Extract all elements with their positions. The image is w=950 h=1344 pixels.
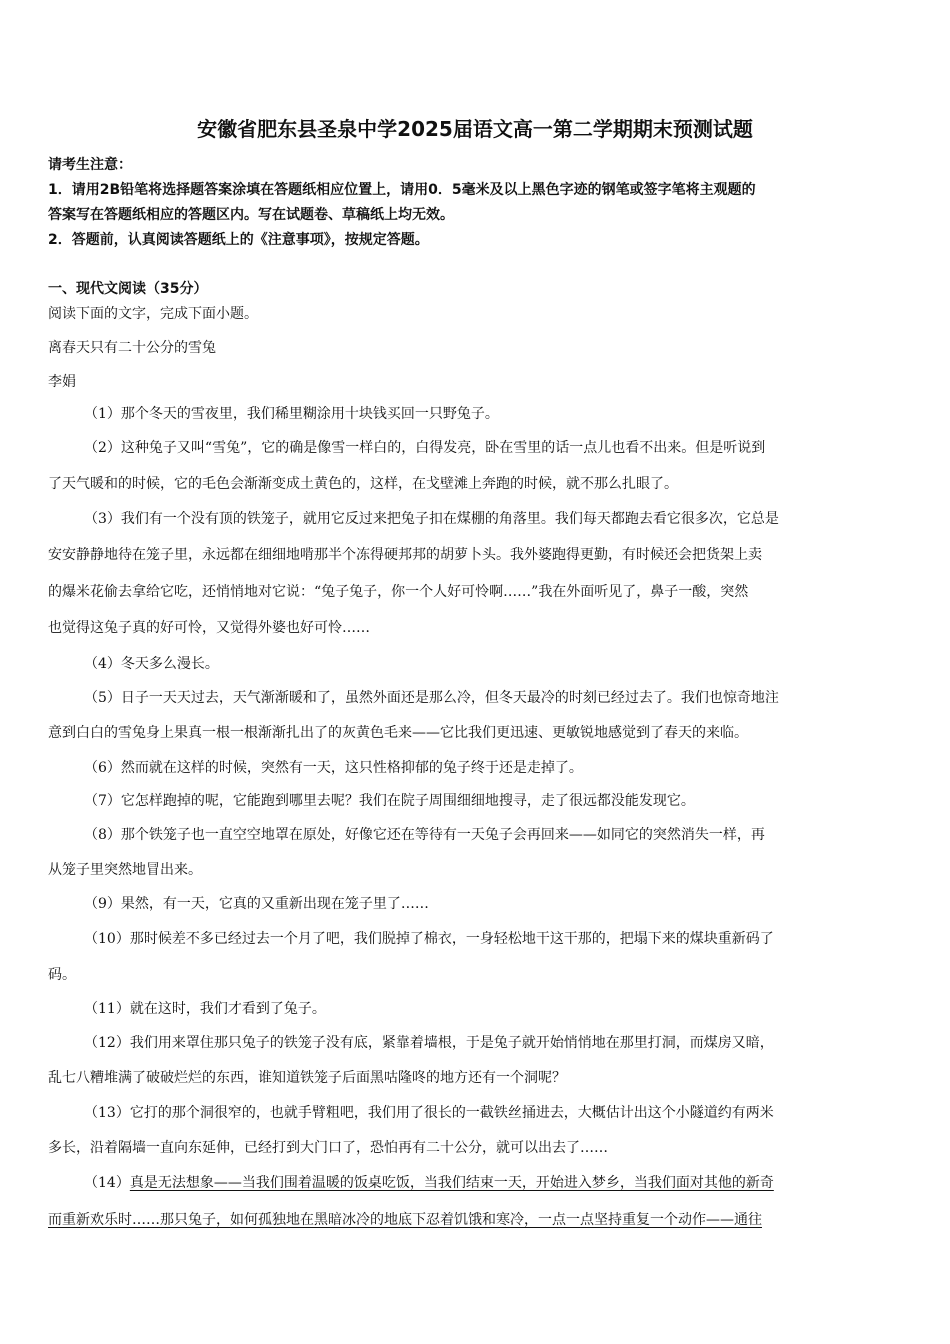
notice-line: 1．请用2B铅笔将选择题答案涂填在答题纸相应位置上，请用0．5毫米及以上黑色字迹的钢笔或签字笔将主观题的 [48, 182, 756, 198]
instruction-text: 阅读下面的文字，完成下面小题。 [48, 306, 258, 322]
paragraph-line: 的爆米花偷去拿给它吃，还悄悄地对它说：“兔子兔子，你一个人好可怜啊……”我在外面听见了，鼻子一酸，突然 [48, 584, 749, 600]
paragraph-line [84, 1172, 774, 1192]
notice-heading: 请考生注意： [48, 157, 132, 173]
paragraph-line: （6）然而就在这样的时候，突然有一天，这只性格抑郁的兔子终于还是走掉了。 [84, 760, 583, 776]
notice-line: 答案写在答题纸相应的答题区内。写在试题卷、草稿纸上均无效。 [48, 207, 454, 223]
paragraph-line: （8）那个铁笼子也一直空空地罩在原处，好像它还在等待有一天兔子会再回来——如同它的突然消失一样，再 [84, 827, 765, 843]
notice-line: 2．答题前，认真阅读答题纸上的《注意事项》，按规定答题。 [48, 232, 429, 248]
paragraph-line: 意到白白的雪兔身上果真一根一根渐渐扎出了的灰黄色毛来——它比我们更迅速、更敏锐地感觉到了春天的来临。 [48, 725, 748, 741]
paragraph-line: （11）就在这时，我们才看到了兔子。 [84, 1001, 326, 1017]
paragraph-number: （14） [84, 1175, 130, 1191]
paragraph-line: （12）我们用来罩住那只兔子的铁笼子没有底，紧靠着墙根，于是兔子就开始悄悄地在那里打洞，而煤房又暗， [84, 1035, 774, 1051]
paragraph-line: 了天气暖和的时候，它的毛色会渐渐变成土黄色的，这样，在戈壁滩上奔跑的时候，就不那么扎眼了。 [48, 476, 678, 492]
paragraph-line: 安安静静地待在笼子里，永远都在细细地啃那半个冻得硬邦邦的胡萝卜头。我外婆跑得更勤，有时候还会把货架上卖 [48, 547, 762, 563]
underlined-text: 真是无法想象——当我们围着温暖的饭桌吃饭，当我们结束一天，开始进入梦乡，当我们面对其他的新奇 [129, 1175, 774, 1191]
paragraph-line: 码。 [48, 967, 76, 983]
paragraph-line: 多长，沿着隔墙一直向东延伸，已经打到大门口了，恐怕再有二十公分，就可以出去了…… [48, 1140, 608, 1156]
paragraph-line: 乱七八糟堆满了破破烂烂的东西，谁知道铁笼子后面黑咕隆咚的地方还有一个洞呢？ [48, 1070, 566, 1086]
paragraph-line: （9）果然，有一天，它真的又重新出现在笼子里了…… [84, 896, 429, 912]
paragraph-line: （3）我们有一个没有顶的铁笼子，就用它反过来把兔子扣在煤棚的角落里。我们每天都跑去看它很多次，它总是 [84, 511, 779, 527]
paragraph-line: （10）那时候差不多已经过去一个月了吧，我们脱掉了棉衣，一身轻松地干这干那的，把塌下来的煤块重新码了 [84, 931, 774, 947]
paragraph-line: （13）它打的那个洞很窄的，也就手臂粗吧，我们用了很长的一截铁丝捅进去，大概估计出这个小隧道约有两米 [84, 1105, 774, 1121]
paragraph-line: 从笼子里突然地冒出来。 [48, 862, 202, 878]
paragraph-line: （5）日子一天天过去，天气渐渐暖和了，虽然外面还是那么冷，但冬天最冷的时刻已经过去了。我们也惊奇地注 [84, 690, 779, 706]
paragraph-line: （2）这种兔子又叫“雪兔”，它的确是像雪一样白的，白得发亮，卧在雪里的话一点儿也看不出来。但是听说到 [84, 440, 766, 456]
paragraph-line: 也觉得这兔子真的好可怜，又觉得外婆也好可怜…… [48, 620, 370, 636]
article-author: 李娟 [48, 374, 76, 390]
section-heading: 一、现代文阅读（35分） [48, 281, 208, 297]
article-title: 离春天只有二十公分的雪兔 [48, 340, 216, 356]
paragraph-line: （7）它怎样跑掉的呢，它能跑到哪里去呢？我们在院子周围细细地搜寻，走了很远都没能发现它。 [84, 793, 695, 809]
paragraph-line: （1）那个冬天的雪夜里，我们稀里糊涂用十块钱买回一只野兔子。 [84, 406, 499, 422]
underlined-text: 而重新欢乐时……那只兔子，如何孤独地在黑暗冰冷的地底下忍着饥饿和寒冷，一点一点坚持重复一个动作——通往 [48, 1212, 762, 1228]
paragraph-line: （4）冬天多么漫长。 [84, 656, 219, 672]
page-title: 安徽省肥东县圣泉中学2025届语文高一第二学期期末预测试题 [197, 117, 753, 141]
